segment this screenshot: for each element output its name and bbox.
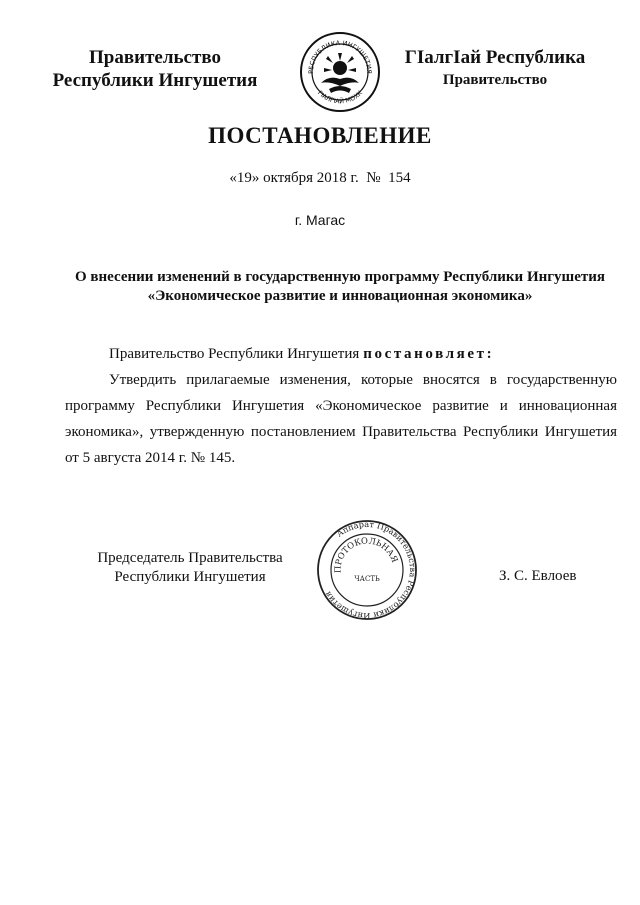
stamp-center-text: ЧАСТЬ bbox=[354, 575, 380, 583]
paragraph-resolves bbox=[65, 341, 617, 367]
header-right-line2: Правительство bbox=[442, 72, 548, 88]
stamp-inner-text: ПРОТОКОЛЬНАЯ bbox=[332, 535, 401, 574]
date-number-line bbox=[0, 170, 640, 187]
official-stamp-icon bbox=[316, 519, 418, 621]
date-number-text: «19» октября 2018 г. № 154 bbox=[229, 170, 411, 186]
header-left-line1: Правительство bbox=[89, 47, 221, 68]
stamp-outer-text: Аппарат Правительства Республики Ингушетия bbox=[322, 519, 418, 621]
emblem-top-text: РЕСПУБЛИКА ИНГУШЕТИЯ bbox=[307, 39, 373, 74]
signatory-name: З. С. Евлоев bbox=[499, 568, 577, 584]
subject-line2: «Экономическое развитие и инновационная экономика» bbox=[147, 288, 533, 304]
signatory-title-line2: Республики Ингушетия bbox=[114, 569, 266, 585]
signatory-title bbox=[80, 549, 300, 587]
paragraph-approve: Утвердить прилагаемые изменения, которые вносятся в государственную программу Республики Ингушетия «Экономическое развитие и инновационная экономика», утвержденную постановлением Правительства Республики Ингушетия от 5 августа 2014 г. № 145. bbox=[65, 372, 617, 466]
header-right bbox=[390, 46, 600, 91]
signatory-title-line1: Председатель Правительства bbox=[97, 550, 283, 566]
header-left bbox=[40, 46, 270, 92]
coat-of-arms-emblem-icon bbox=[299, 31, 381, 113]
svg-text:ГІАЛГІАЙ МОХК bbox=[316, 89, 364, 105]
resolves-word: постановляет: bbox=[363, 346, 495, 362]
document-subject bbox=[60, 268, 620, 306]
svg-text:ПРОТОКОЛЬНАЯ bbox=[332, 535, 400, 573]
paragraph-resolves-text: Правительство Республики Ингушетия bbox=[109, 346, 360, 362]
subject-line1: О внесении изменений в государственную программу Республики Ингушетия bbox=[74, 269, 606, 285]
emblem-bottom-text: ГІАЛГІАЙ МОХК bbox=[315, 89, 364, 106]
header-right-line1: ГІалгІай Республика bbox=[404, 47, 586, 68]
header-left-line2: Республики Ингушетия bbox=[52, 70, 258, 91]
city-line: г. Магас bbox=[294, 212, 346, 228]
document-type-title: ПОСТАНОВЛЕНИЕ bbox=[208, 123, 432, 148]
